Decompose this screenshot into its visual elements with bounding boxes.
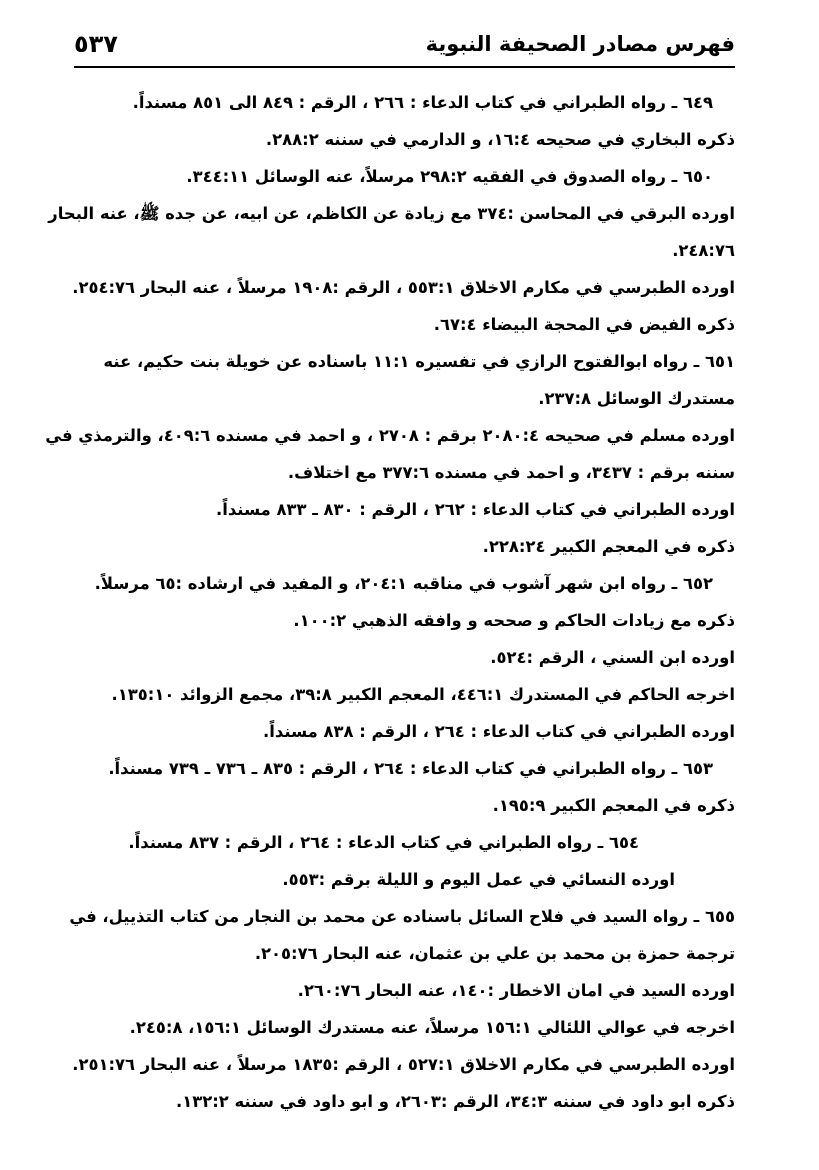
text-line: ذكره في المعجم الكبير ١٩٥:٩. <box>492 796 735 815</box>
text-line: اخرجه في عوالي اللئالي ١٥٦:١ مرسلاً، عنه مستدرك الوسائل ١٥٦:١، ٢٤٥:٨. <box>129 1018 735 1037</box>
text-line: اخرجه الحاكم في المستدرك ٤٤٦:١، المعجم الكبير ٣٩:٨، مجمع الزوائد ١٣٥:١٠. <box>111 685 735 704</box>
text-line: ٢٤٨:٧٦. <box>672 241 735 260</box>
entry-652: ٦٥٢ ـ رواه ابن شهر آشوب في مناقبه ٢٠٤:١، و المفيد في ارشاده :٦٥ مرسلاً. <box>94 574 713 593</box>
text-line: اورده الطبراني في كتاب الدعاء : ٢٦٢ ، الرقم : ٨٣٠ ـ ٨٣٣ مسنداً. <box>215 500 735 519</box>
entry-650: ٦٥٠ ـ رواه الصدوق في الفقيه ٢٩٨:٢ مرسلاً، عنه الوسائل ٣٤٤:١١. <box>186 167 713 186</box>
text-line: اورده النسائي في عمل اليوم و الليلة برقم :٥٥٣. <box>282 870 675 889</box>
text-line: سننه برقم : ٣٤٣٧، و احمد في مسنده ٣٧٧:٦ مع اختلاف. <box>287 463 735 482</box>
text-line: اورده البرقي في المحاسن :٣٧٤ مع زيادة عن الكاظم، عن ابيه، عن جده ﷺ، عنه البحار <box>48 204 735 223</box>
footnote-list <box>45 84 735 1120</box>
entry-651: ٦٥١ ـ رواه ابوالفتوح الرازي في تفسيره ١١:١ باسناده عن خويلة بنت حكيم، عنه <box>103 352 735 371</box>
entry-649: ٦٤٩ ـ رواه الطبراني في كتاب الدعاء : ٢٦٦ ، الرقم : ٨٤٩ الى ٨٥١ مسنداً. <box>132 93 713 112</box>
page-number: ٥٣٧ <box>74 30 118 58</box>
entry-653: ٦٥٣ ـ رواه الطبراني في كتاب الدعاء : ٢٦٤ ، الرقم : ٨٣٥ ـ ٧٣٦ ـ ٧٣٩ مسنداً. <box>108 759 713 778</box>
text-line: ذكره مع زيادات الحاكم و صححه و وافقه الذهبي ١٠٠:٢. <box>293 611 735 630</box>
text-line: اورده الطبراني في كتاب الدعاء : ٢٦٤ ، الرقم : ٨٣٨ مسنداً. <box>263 722 735 741</box>
page-header <box>74 30 735 68</box>
text-line: اورده السيد في امان الاخطار :١٤٠، عنه البحار ٢٦٠:٧٦. <box>297 981 735 1000</box>
text-line: ذكره في المعجم الكبير ٢٢٨:٢٤. <box>482 537 735 556</box>
entry-654: ٦٥٤ ـ رواه الطبراني في كتاب الدعاء : ٢٦٤ ، الرقم : ٨٣٧ مسنداً. <box>128 833 639 852</box>
text-line: اورده ابن السني ، الرقم :٥٢٤. <box>490 648 735 667</box>
text-line: اورده مسلم في صحيحه ٢٠٨٠:٤ برقم : ٢٧٠٨ ، و احمد في مسنده ٤٠٩:٦، والترمذي في <box>45 426 735 445</box>
text-line: مستدرك الوسائل ٢٣٧:٨. <box>538 389 735 408</box>
text-line: ترجمة حمزة بن محمد بن علي بن عثمان، عنه البحار ٢٠٥:٧٦. <box>254 944 735 963</box>
entry-655: ٦٥٥ ـ رواه السيد في فلاح السائل باسناده عن محمد بن النجار من كتاب التذييل، في <box>69 907 735 926</box>
text-line: اورده الطبرسي في مكارم الاخلاق ٥٢٧:١ ، الرقم :١٨٣٥ مرسلاً ، عنه البحار ٢٥١:٧٦. <box>72 1055 735 1074</box>
text-line: ذكره ابو داود في سننه ٣٤:٣، الرقم :٢٦٠٣، و ابو داود في سننه ١٣٢:٢. <box>175 1092 735 1111</box>
text-line: ذكره البخاري في صحيحه ١٦:٤، و الدارمي في سننه ٢٨٨:٢. <box>265 130 735 149</box>
text-line: اورده الطبرسي في مكارم الاخلاق ٥٥٣:١ ، الرقم :١٩٠٨ مرسلاً ، عنه البحار ٢٥٤:٧٦. <box>72 278 735 297</box>
running-title: فهرس مصادر الصحيفة النبوية <box>425 32 735 56</box>
text-line: ذكره الفيض في المحجة البيضاء ٦٧:٤. <box>433 315 735 334</box>
